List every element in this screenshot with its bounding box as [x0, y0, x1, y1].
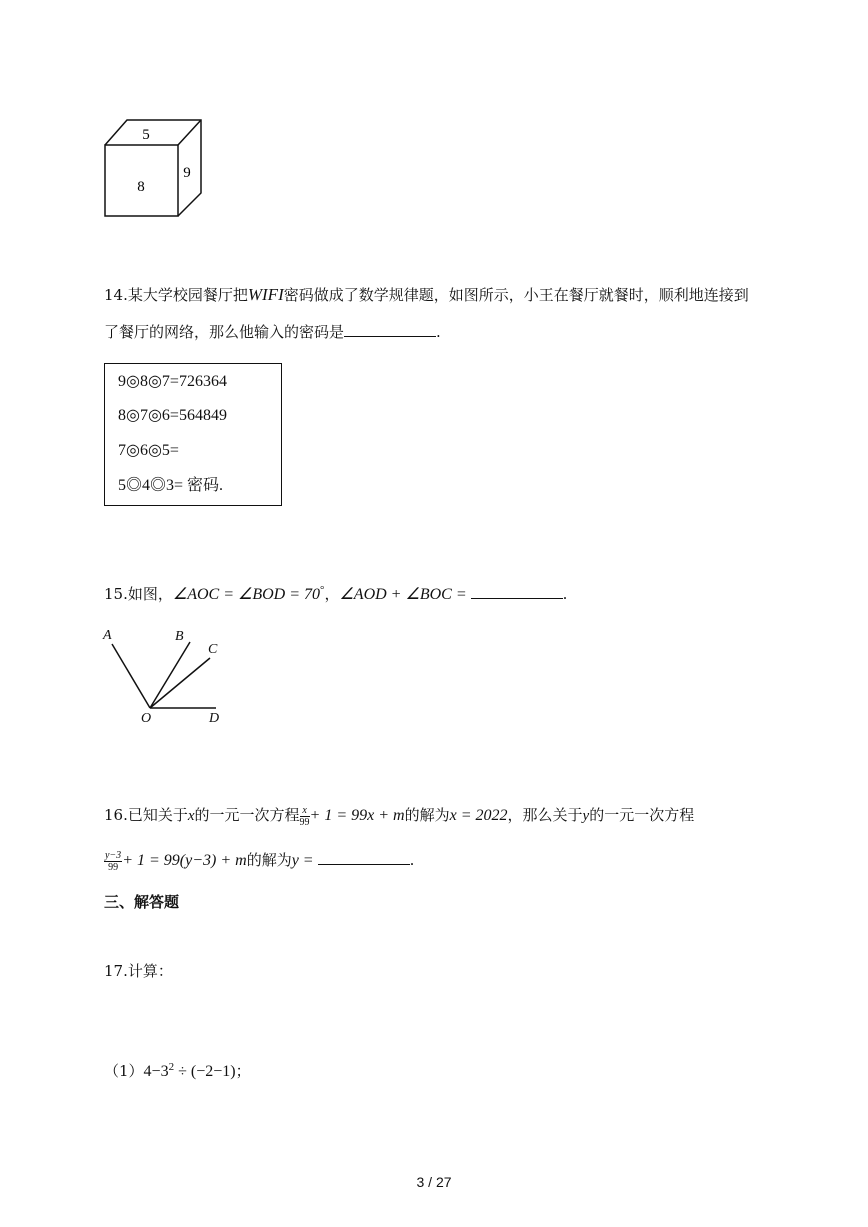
- q16-answer-blank: [318, 848, 410, 865]
- cube-front-number: 8: [137, 179, 145, 195]
- ray-OB: [150, 642, 190, 708]
- q17-part1-end: ；: [235, 1062, 251, 1080]
- q16-solution: x = 2022: [449, 807, 508, 824]
- q17-part1-label: （1）: [104, 1062, 144, 1080]
- cube-side-number: 9: [183, 165, 191, 181]
- q16-text-1: 16.已知关于: [104, 806, 188, 824]
- q17-part1-exponent: 2: [168, 1061, 175, 1073]
- label-A: A: [103, 628, 112, 643]
- q14-wifi: WIFI: [247, 285, 284, 304]
- cube-figure: [100, 115, 210, 225]
- q15-equation: ∠AOC = ∠BOD = 70: [172, 586, 321, 603]
- q17-part1: [104, 1057, 251, 1082]
- q15-sep: ，: [324, 585, 340, 603]
- q16-text-5: 的一元一次方程: [589, 806, 695, 824]
- q16-frac1-num: x: [300, 805, 310, 817]
- q14-answer-blank: [344, 320, 436, 337]
- q16-answer-var: y =: [291, 852, 314, 869]
- q16-text-6: 的解为: [246, 851, 292, 869]
- q16-equation-2: + 1 = 99(y−3) + m: [122, 852, 247, 869]
- q14-text-c: 了餐厅的网络，那么他输入的密码是: [104, 323, 345, 341]
- q16-frac2-num: y−3: [105, 849, 122, 861]
- q16-equation-1: + 1 = 99x + m: [309, 807, 405, 824]
- q14-text-b: 密码做成了数学规律题，如图所示，小王在餐厅就餐时，顺利地连接到: [283, 286, 749, 304]
- q17-title: 17.计算：: [104, 962, 173, 980]
- ray-OA: [112, 644, 150, 708]
- q16-fraction-1: [300, 805, 310, 828]
- q17-part1-expr-a: 4−3: [143, 1063, 169, 1080]
- cube-top-number: 5: [142, 127, 150, 143]
- q15-end: .: [562, 585, 568, 603]
- q14-text-a: 14.某大学校园餐厅把: [104, 286, 248, 304]
- q16-line1: [104, 798, 694, 832]
- page-number: 3 / 27: [416, 1174, 452, 1190]
- q14-password-box: [104, 363, 282, 506]
- label-C: C: [208, 642, 218, 657]
- section-heading: 三、解答题: [104, 893, 180, 911]
- q16-end: .: [409, 851, 415, 869]
- q16-text-3: 的解为: [404, 806, 450, 824]
- q14-box-line-2: 8◎7◎6=564849: [118, 407, 227, 424]
- q15-angle-figure: [98, 622, 228, 732]
- q14-box-line-4: 5◎4◎3= 密码.: [118, 477, 224, 494]
- q14-box-line-1: 9◎8◎7=726364: [118, 373, 227, 390]
- q16-text-4: ，那么关于: [507, 806, 583, 824]
- label-B: B: [175, 629, 184, 644]
- q14-line2: [104, 320, 441, 342]
- q16-line2: [104, 843, 414, 877]
- q16-fraction-2: [104, 850, 122, 873]
- q15-answer-blank: [471, 582, 563, 599]
- ray-OC: [150, 658, 210, 708]
- cube-top-edge: [178, 120, 201, 145]
- q16-frac1-den: 99: [299, 816, 310, 828]
- q14-box-line-3: 7◎6◎5=: [118, 442, 179, 459]
- q15-prefix: 15.如图，: [104, 585, 173, 603]
- q16-var-y: y: [582, 808, 590, 824]
- q15-degree: °: [320, 584, 325, 596]
- q15-line: [104, 580, 567, 605]
- label-O: O: [141, 711, 152, 726]
- q16-frac2-den: 99: [108, 861, 119, 873]
- q17-part1-expr-b: ÷ (−2−1): [174, 1063, 236, 1080]
- q16-text-2: 的一元一次方程: [194, 806, 300, 824]
- q15-expr: ∠AOD + ∠BOC =: [339, 586, 467, 603]
- q14-line1: [104, 285, 749, 305]
- q16-var-x: x: [187, 808, 195, 824]
- q14-end: .: [436, 323, 441, 341]
- label-D: D: [209, 711, 220, 726]
